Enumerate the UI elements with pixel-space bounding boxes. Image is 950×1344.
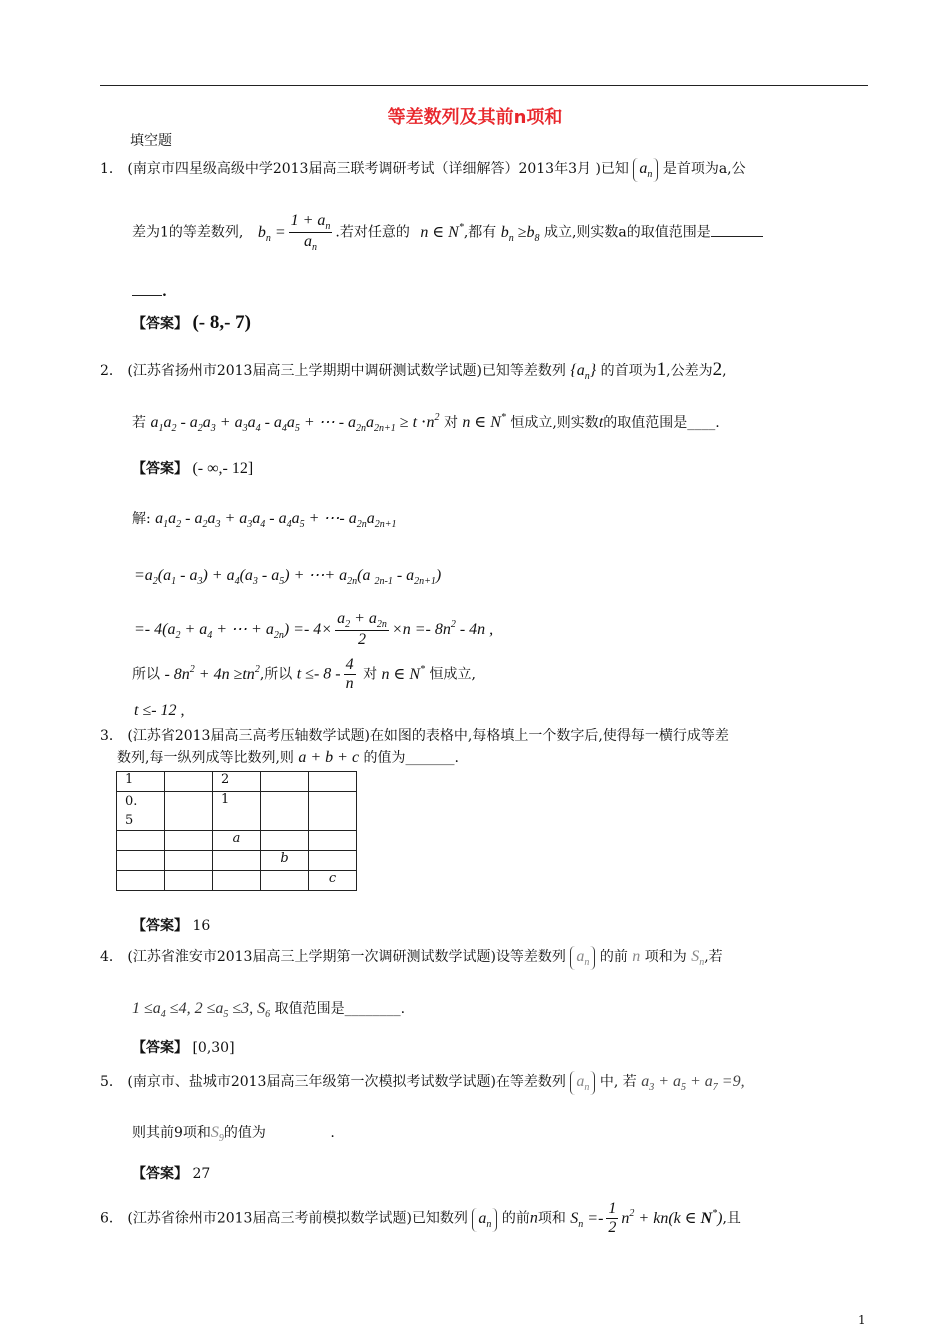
q5-sequence-symbol: $a_n$ [570,1071,595,1095]
q6-number: 6． [100,1210,123,1227]
q5-text-3: 则其前9项和 [132,1125,211,1141]
q6-source: (江苏省徐州市2013届高三考前模拟数学试题) [127,1210,412,1227]
grid-cell-c: c [309,871,357,891]
q2-text-6: 对 [443,415,458,431]
q4-answer-label: 【答案】 [132,1040,188,1056]
q2-solution-line-3 [134,610,493,649]
q3-number: 3． [100,728,123,744]
question-1-line-3 [132,283,167,300]
q1-formula-bn: $b_n$ = [257,223,286,244]
q1-text-7: . [162,284,167,300]
q1-formula-ineq: $b_n \ge b_8$ [500,223,540,244]
grid-cell [261,772,309,792]
q2-solution-expr-5: - $8n^2 + 4n \ge tn^2$ [164,663,260,683]
grid-cell [117,831,165,851]
q6-text-3: 项和 [537,1210,566,1227]
question-4-line-2 [132,998,405,1020]
q2-formula-sum: $a_1a_2 - a_2a_3 + a_3a_4 - a_4a_5$ + ⋯ - $a_{2n}a_{2n+1} \ge t \cdot n^2$ [150,412,440,434]
q5-s9-symbol: $S_9$ [210,1124,224,1144]
q5-answer [132,1163,210,1183]
q4-text-1: 设等差数列 [495,949,566,965]
q2-solution-fraction-2: $\frac{4}{n}$ [345,656,354,692]
q2-difference: 2 [712,359,723,380]
q2-solution-line-2 [134,565,441,587]
q4-number: 4． [100,949,123,965]
q1-text-6: 成立,则实数a的取值范围是 [543,224,711,241]
q2-text-7: 恒成立,则实数 [510,415,599,431]
q2-solution-fraction: $\frac{a_2 + a_{2n}}{2}$ [337,610,387,648]
q3-formula: a + b + c [298,749,360,766]
q2-text-4: , [722,363,727,379]
q4-sn-symbol: $S_n$ [691,948,705,968]
grid-cell [165,871,213,891]
grid-cell: 2 [213,772,261,792]
q4-text-5: 取值范围是________. [274,1001,406,1017]
grid-cell [261,871,309,891]
question-3-line-2 [117,747,459,767]
grid-cell [309,831,357,851]
q2-answer-label: 【答案】 [132,461,188,477]
header-rule [100,85,868,86]
q2-solution-label: 解: [132,511,151,527]
grid-cell [213,851,261,871]
grid-row [117,772,357,792]
q2-solution-expr-1: $a_1a_2 - a_2a_3 + a_3a_4 - a_4a_5$ + ⋯- $a_{2n}a_{2n+1}$ [155,510,397,530]
q5-text-4: 的值为 [223,1125,266,1141]
q1-text-2: 是首项为a,公 [662,161,746,177]
q2-solution-result: t ≤- 12 , [134,702,185,719]
q4-text-4: ,若 [704,949,723,965]
q2-text-5: 若 [132,415,146,431]
q4-text-3: 项和为 [644,949,687,965]
grid-cell-b: b [261,851,309,871]
grid-row [117,831,357,851]
q2-solution-expr-3: =- $4(a_2 + a_4$ + ⋯ + $a_{2n}) =- 4\times$ [134,620,333,641]
grid-cell [117,871,165,891]
question-2-line-1 [100,359,727,382]
q5-answer-label: 【答案】 [132,1166,188,1182]
grid-cell [309,792,357,831]
q1-text-3: 差为1的等差数列, [132,224,244,241]
grid-cell [309,851,357,871]
q2-so-3: 对 [363,666,378,683]
question-1-line-1 [100,158,746,182]
grid-cell [261,831,309,851]
q4-source: (江苏省淮安市2013届高三上学期第一次调研测试数学试题) [127,949,496,965]
q2-number: 2． [100,363,123,379]
q1-answer [132,312,251,334]
q2-sequence-symbol: $\{a_n\}$ [570,362,597,382]
grid-cell [165,792,213,831]
q6-text-4: ,且 [722,1210,741,1227]
q6-formula-2: $n^2 + kn(k$ ∈ N*) [621,1207,723,1227]
q2-formula-n: n ∈ N* [462,412,506,431]
grid-cell-a: a [213,831,261,851]
q1-blank [711,224,763,237]
grid-cell [117,851,165,871]
q2-first-term: 1 [656,359,667,380]
grid-cell [165,831,213,851]
q3-answer-label: 【答案】 [132,918,188,934]
q1-answer-label: 【答案】 [132,316,188,332]
q1-blank-cont [132,283,162,296]
q6-formula: $S_n$ =- [570,1209,604,1230]
question-4-line-1 [100,946,723,970]
q2-text-8: 的取值范围是____. [603,415,720,431]
question-6-line-1 [100,1200,741,1237]
q2-so-1: 所以 [132,666,160,683]
q3-answer-value: 16 [192,918,211,934]
grid-cell [165,772,213,792]
q4-text-2: 的前 [599,949,628,965]
q2-t-symbol: t [598,414,604,431]
question-5-line-1 [100,1071,745,1095]
grid-cell: 1 [117,772,165,792]
q2-answer [132,458,253,478]
q2-solution-expr-6: t ≤- 8 - [296,665,341,683]
q5-formula: $a_3 + a_5 + a_7 =9$, [641,1073,745,1093]
q2-source: (江苏省扬州市2013届高三上学期期中调研测试数学试题) [127,363,482,379]
q5-answer-value: 27 [192,1166,211,1182]
q3-answer [132,915,210,935]
q6-sequence-symbol: $a_n$ [472,1208,497,1232]
section-heading: 填空题 [130,133,172,149]
q6-n-symbol: n [529,1209,538,1227]
q4-answer-value: [0,30] [192,1040,235,1056]
q5-source: (南京市、盐城市2013届高三年级第一次模拟考试数学试题) [127,1074,496,1090]
q2-text-1: 已知等差数列 [481,363,566,379]
grid-cell [309,772,357,792]
q2-so-2: ,所以 [259,666,293,683]
q6-fraction: $\frac{1}{2}$ [608,1200,617,1236]
q6-text-1: 已知数列 [411,1210,468,1227]
question-3-line-1 [100,725,729,745]
grid-cell [261,792,309,831]
q3-text-1: 在如图的表格中,每格填上一个数字后,使得每一横行成等差 [369,728,729,744]
page-number: 1 [858,1313,866,1327]
q2-solution-line-5 [134,702,185,720]
q3-text-2: 数列,每一纵列成等比数列,则 [117,750,294,766]
question-1-line-2 [132,212,763,253]
q1-text-1: 已知 [600,161,629,177]
q1-text-4: .若对任意的 [335,224,410,241]
grid-cell [213,871,261,891]
q4-sequence-symbol: $a_n$ [570,946,595,970]
q1-number: 1． [100,161,123,177]
q4-formula: $1 \le a_4 \le 4$, $2 \le a_5 \le 3$, $S_6$ [132,1000,271,1020]
q4-answer [132,1037,235,1057]
q3-text-3: 的值为_______. [363,750,459,766]
grid-row [117,851,357,871]
q3-source: (江苏省2013届高三高考压轴数学试题) [127,728,370,744]
q2-solution-line-4 [132,656,476,693]
page-title: 等差数列及其前n项和 [387,107,563,128]
q2-text-2: 的首项为 [600,363,657,379]
q5-text-2: 中, 若 [599,1074,637,1090]
grid-cell [165,851,213,871]
q1-text-5: ,都有 [463,224,497,241]
q2-solution-expr-2: $=a_2(a_1 - a_3) + a_4(a_3 - a_5)$ + ⋯+ $a_{2n}(a$ $_{2n-1} - a_{2n+1}$) [134,567,442,587]
q1-answer-value: (- 8,- 7) [192,312,252,333]
q4-n-symbol: n [632,948,641,965]
question-2-line-2 [132,412,720,434]
q3-number-grid [116,771,357,891]
q2-so-4: 恒成立, [429,666,476,683]
q2-answer-value: (- ∞,- 12] [192,460,254,477]
q2-solution-expr-7: n ∈ N* [381,663,426,683]
q5-number: 5． [100,1074,123,1090]
q5-text-5: . [330,1125,335,1141]
q1-sequence-symbol: $a_n$ [633,158,658,182]
grid-row [117,792,357,831]
q6-text-2: 的前 [501,1210,530,1227]
grid-cell: 0. 5 [117,792,165,831]
q1-source: (南京市四星级高级中学2013届高三联考调研考试（详细解答）2013年3月 ) [127,161,601,177]
q1-fraction: $\frac{1 + a_n}{a_n}$ [290,212,331,253]
q2-solution-line-1 [132,508,397,530]
q2-solution-expr-4: $\times n =- 8n^2 - 4n$ , [391,618,494,638]
q5-text-1: 在等差数列 [495,1074,566,1090]
grid-cell: 1 [213,792,261,831]
question-5-line-2 [132,1122,335,1144]
q2-text-3: ,公差为 [666,363,713,379]
q1-formula-n: n ∈ N* [420,221,464,241]
grid-row [117,871,357,891]
